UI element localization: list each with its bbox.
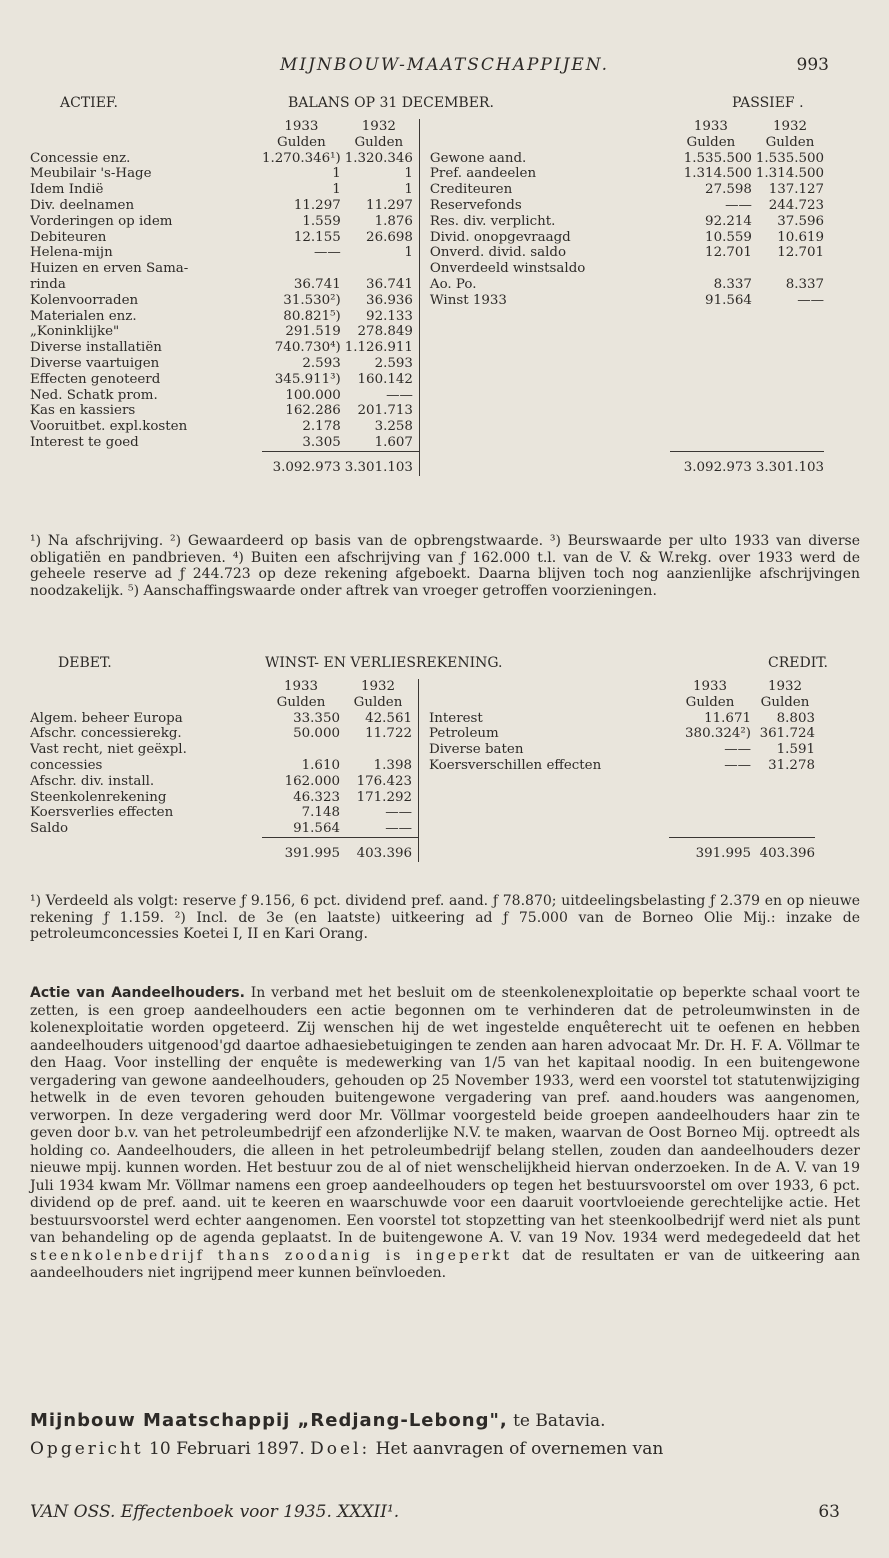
blank xyxy=(670,324,756,340)
table-row xyxy=(30,309,824,325)
row-label: Ao. Po. xyxy=(429,276,477,292)
total-1933: 3.092.973 xyxy=(670,451,756,475)
value-1932: 1.591 xyxy=(776,742,815,758)
table-row xyxy=(30,356,824,372)
value-1932: 1.126.911 xyxy=(344,340,413,356)
balance-table xyxy=(30,119,824,476)
table-row xyxy=(30,435,824,451)
value-1933: 2.178 xyxy=(302,419,341,435)
blank xyxy=(670,435,756,451)
value-1932: 36.936 xyxy=(366,292,413,308)
value-1932: 1 xyxy=(404,166,413,182)
value-1933: 162.286 xyxy=(285,403,341,419)
table-row xyxy=(30,340,824,356)
actie-tail: dat de resultaten er van de uitkeering aan aandeelhouders niet ingrijpend meer kunnen beïnvloeden. xyxy=(30,1247,860,1281)
actie-text: In verband met het besluit om de steenkolenexploitatie op beperkte schaal voort te zetten, is een groep aandeelhouders een actie begonnen om te verhinderen dat de petroleumwinsten in de kolenexploitatie worden opgeteerd. Zij wenschen hij de wet ingestelde enquêterecht uit te oefenen en hebben aandeelhouders uitgenood'gd daartoe adhaesiebetuigingen te zenden aan haren advocaat Mr. Dr. H. F. A. Völlmar te den Haag. Voor instelling der enquête is medewerking van 1/5 van het kapitaal noodig. In een buitengewone vergadering van gewone aandeelhouders, gehouden op 25 November 1933, werd een voorstel tot statutenwijziging hetwelk in de even tevoren gehouden buitengewone vergadering van pref. aand.houders was aangenomen, verworpen. In deze vergadering werd door Mr. Völlmar voorgesteld beide groepen aandeelhouders haar zin te geven door b.v. van het petroleumbedrijf een afzonderlijke N.V. te maken, waarvan de Oost Borneo Mij. optreedt als holding co. Aandeelhouders, die alleen in het petroleumbedrijf belang stellen, zouden dan aandeelhouders dezer nieuwe mpij. kunnen worden. Het bestuur zou de al of niet wenschelijkheid hiervan onderzoeken. In de A. V. van 19 Juli 1934 kwam Mr. Völlmar namens een groep aandeelhouders op tegen het bestuursvoorstel om over 1933, 6 pct. dividend op de pref. aand. uit te keeren en waarschuwde voor een daaruit voortvloeiende gerechtelijke actie. Het bestuursvoorstel werd echter aangenomen. Een voorstel tot stopzetting van het steenkoolbedrijf werd niet als punt van behandeling op de agenda geplaatst. In de buitengewone A. V. van 19 Nov. 1934 werd medegedeeld dat het xyxy=(30,985,861,1246)
value-1933: 27.598 xyxy=(705,182,752,198)
value-1932: 137.127 xyxy=(768,182,825,198)
blank xyxy=(756,419,824,435)
total-1932: 3.301.103 xyxy=(756,451,824,475)
actie-spaced: steenkolenbedrijf thans zoodanig is ingeperkt xyxy=(30,1247,512,1264)
row-label: Diverse vaartuigen xyxy=(30,355,160,371)
row-label: Kas en kassiers xyxy=(30,403,136,419)
row-label: Diverse baten xyxy=(429,742,524,758)
value-1932: 1 xyxy=(404,182,413,198)
blank xyxy=(30,119,262,135)
blank xyxy=(424,388,670,404)
row-label: Effecten genoteerd xyxy=(30,371,161,387)
running-title: MIJNBOUW-MAATSCHAPPIJEN. xyxy=(280,55,609,75)
table-row xyxy=(30,790,815,806)
row-label: Saldo xyxy=(30,821,69,837)
pl-table xyxy=(30,679,815,862)
table-row xyxy=(30,277,824,293)
row-label: Debiteuren xyxy=(30,229,107,245)
balance-sheet xyxy=(30,95,860,476)
table-row xyxy=(30,324,824,340)
blank xyxy=(755,790,815,806)
value-1933: 345.911³) xyxy=(274,371,341,387)
total-1933: 3.092.973 xyxy=(262,451,345,475)
totals-row xyxy=(30,837,815,861)
blank xyxy=(30,695,262,711)
year-1932: 1932 xyxy=(360,679,396,694)
blank xyxy=(669,805,755,821)
value-1933: —— xyxy=(724,757,751,773)
value-1933: 36.741 xyxy=(293,276,341,292)
table-row xyxy=(30,388,824,404)
value-1932: 12.701 xyxy=(777,245,825,261)
value-1932: 171.292 xyxy=(356,789,412,805)
unit-label: Gulden xyxy=(765,134,815,150)
value-1932: 1.314.500 xyxy=(755,166,825,182)
blank xyxy=(424,119,670,135)
row-label: Vorderingen op idem xyxy=(30,213,173,229)
row-label: Kolenvoorraden xyxy=(30,292,139,308)
value-1932: —— xyxy=(385,805,412,821)
blank xyxy=(424,356,670,372)
credit-heading: CREDIT. xyxy=(768,655,828,671)
row-label: concessies xyxy=(30,757,103,773)
value-1932: 10.619 xyxy=(777,229,825,245)
unit-label: Gulden xyxy=(760,694,810,710)
row-label: Petroleum xyxy=(429,726,499,742)
table-row xyxy=(30,166,824,182)
blank xyxy=(669,821,755,837)
blank xyxy=(669,790,755,806)
year-1933: 1933 xyxy=(692,679,728,694)
actief-heading: ACTIEF. xyxy=(60,95,118,111)
balance-title: BALANS OP 31 DECEMBER. xyxy=(288,95,494,111)
value-1932 xyxy=(345,261,420,277)
value-1933: 100.000 xyxy=(285,387,341,403)
value-1932: —— xyxy=(386,387,413,403)
balance-heads xyxy=(30,95,860,119)
blank xyxy=(423,821,669,837)
running-header xyxy=(0,55,889,85)
blank xyxy=(424,324,670,340)
value-1933: 10.559 xyxy=(705,229,752,245)
row-label: Afschr. concessierekg. xyxy=(30,726,182,742)
blank xyxy=(424,309,670,325)
table-row xyxy=(30,805,815,821)
blank xyxy=(424,340,670,356)
value-1933: 1.270.346¹) xyxy=(262,150,341,166)
value-1933: 12.701 xyxy=(705,245,752,261)
value-1932: 244.723 xyxy=(768,197,825,213)
unit-label: Gulden xyxy=(685,694,735,710)
value-1933: 3.305 xyxy=(302,434,341,450)
table-row xyxy=(30,711,815,727)
value-1933: 80.821⁵) xyxy=(283,308,341,324)
value-1932: 176.423 xyxy=(356,773,412,789)
row-label: Idem Indië xyxy=(30,182,104,198)
value-1933: 740.730⁴) xyxy=(274,340,341,356)
value-1933: 91.564 xyxy=(293,821,340,837)
value-1933: 92.214 xyxy=(705,213,752,229)
value-1932: 11.722 xyxy=(365,726,412,742)
page-number: 993 xyxy=(796,55,829,75)
actie-paragraph xyxy=(30,985,860,1283)
value-1932: 361.724 xyxy=(759,726,815,742)
row-label: Koersverschillen effecten xyxy=(429,757,602,773)
pl-heads xyxy=(30,655,860,679)
table-row xyxy=(30,198,824,214)
value-1932: —— xyxy=(797,292,825,308)
table-row xyxy=(30,182,824,198)
balance-notes: ¹) Na afschrijving. ²) Gewaardeerd op basis van de opbrengstwaarde. ³) Beurswaarde per ulto 1933 van diverse obligatiën en pandbrieven. ⁴) Buiten een afschrijving van ƒ 162.000 t.l. van de V. & W.rekg. over 1933 werd de geheele reserve ad ƒ 244.723 op deze rekening afgeboekt. Daarna blijven toch nog aanzienlijke afschrijvingen noodzakelijk. ⁵) Aanschaffingswaarde onder aftrek van vroeger getroffen voorzieningen. xyxy=(30,533,860,599)
unit-label: Gulden xyxy=(354,134,404,150)
value-1933: 33.350 xyxy=(293,710,340,726)
value-1932 xyxy=(344,742,419,758)
value-1933: 1.610 xyxy=(301,757,340,773)
row-label: „Koninklijke" xyxy=(30,324,120,340)
value-1932: 1.607 xyxy=(374,434,413,450)
blank xyxy=(424,372,670,388)
table-row xyxy=(30,726,815,742)
doel-value: Het aanvragen of overnemen van xyxy=(375,1439,664,1459)
blank xyxy=(670,309,756,325)
row-label: Winst 1933 xyxy=(429,292,507,308)
blank xyxy=(30,451,262,475)
row-label: Ned. Schatk prom. xyxy=(30,387,158,403)
blank xyxy=(30,679,262,695)
row-label: Meubilair 's-Hage xyxy=(30,166,152,182)
blank xyxy=(30,135,262,151)
blank xyxy=(755,774,815,790)
row-label: Div. deelnamen xyxy=(30,197,135,213)
value-1933 xyxy=(262,261,345,277)
blank xyxy=(756,388,824,404)
totals-row xyxy=(30,451,824,475)
blank xyxy=(423,790,669,806)
value-1932: 42.561 xyxy=(365,710,412,726)
value-1932: 2.593 xyxy=(374,355,413,371)
row-label: Onverd. divid. saldo xyxy=(429,245,567,261)
debet-heading: DEBET. xyxy=(58,655,112,671)
blank xyxy=(756,324,824,340)
row-label: Divid. onopgevraagd xyxy=(429,229,571,245)
blank xyxy=(423,679,669,695)
blank xyxy=(30,837,262,861)
year-1933: 1933 xyxy=(283,679,319,694)
value-1933: 1 xyxy=(332,182,341,198)
total-1933: 391.995 xyxy=(262,837,344,861)
value-1932: —— xyxy=(385,821,412,837)
table-row xyxy=(30,245,824,261)
table-row xyxy=(30,419,824,435)
opgericht-label: Opgericht xyxy=(30,1439,144,1459)
blank xyxy=(424,419,670,435)
table-row xyxy=(30,261,824,277)
blank xyxy=(423,774,669,790)
table-row xyxy=(30,151,824,167)
blank xyxy=(756,435,824,451)
value-1933: 2.593 xyxy=(302,355,341,371)
value-1932: 1.320.346 xyxy=(344,150,413,166)
value-1933: 291.519 xyxy=(285,324,341,340)
blank xyxy=(670,419,756,435)
blank xyxy=(755,805,815,821)
value-1932: 8.337 xyxy=(785,276,825,292)
row-label: Res. div. verplicht. xyxy=(429,213,556,229)
value-1932: 1 xyxy=(404,245,413,261)
unit-label: Gulden xyxy=(277,134,326,150)
value-1932: 8.803 xyxy=(776,710,815,726)
row-label: Steenkolenrekening xyxy=(30,789,167,805)
blank xyxy=(670,340,756,356)
value-1933: 7.148 xyxy=(301,805,340,821)
row-label: rinda xyxy=(30,276,66,292)
table-row xyxy=(30,821,815,837)
value-1933: 1.535.500 xyxy=(683,150,752,166)
total-1932: 403.396 xyxy=(344,837,419,861)
blank xyxy=(423,695,669,711)
pl-title: WINST- EN VERLIESREKENING. xyxy=(265,655,503,671)
opgericht-value: 10 Februari 1897. xyxy=(149,1439,305,1459)
blank xyxy=(423,837,669,861)
value-1932 xyxy=(756,261,824,277)
blank xyxy=(756,309,824,325)
blank xyxy=(669,774,755,790)
value-1933: 8.337 xyxy=(713,276,752,292)
row-label: Crediteuren xyxy=(429,182,513,198)
row-label: Diverse installatiën xyxy=(30,340,162,356)
row-label: Concessie enz. xyxy=(30,150,131,166)
row-label: Interest xyxy=(429,710,483,726)
unit-label: Gulden xyxy=(686,134,736,150)
value-1933: 11.671 xyxy=(704,710,751,726)
year-1932: 1932 xyxy=(361,119,396,134)
value-1933: 1.559 xyxy=(302,213,341,229)
blank xyxy=(670,372,756,388)
value-1933: —— xyxy=(313,245,341,261)
value-1933: 1.314.500 xyxy=(683,166,752,182)
unit-row xyxy=(30,695,815,711)
value-1933: 91.564 xyxy=(705,292,752,308)
table-row xyxy=(30,214,824,230)
blank xyxy=(424,435,670,451)
row-label: Algem. beheer Europa xyxy=(30,710,183,726)
blank xyxy=(756,340,824,356)
value-1932: 31.278 xyxy=(768,757,815,773)
table-row xyxy=(30,293,824,309)
value-1932: 1.876 xyxy=(374,213,413,229)
table-row xyxy=(30,774,815,790)
value-1933: 380.324²) xyxy=(685,726,751,742)
footer-page-number: 63 xyxy=(818,1502,840,1522)
value-1932: 37.596 xyxy=(777,213,825,229)
row-label: Afschr. div. install. xyxy=(30,773,155,789)
actie-heading: Actie van Aandeelhouders. xyxy=(30,985,245,1001)
blank xyxy=(756,403,824,419)
value-1932: 1.535.500 xyxy=(755,150,825,166)
year-1932: 1932 xyxy=(767,679,803,694)
company-entry xyxy=(30,1407,862,1463)
blank xyxy=(670,356,756,372)
value-1933: 31.530²) xyxy=(283,292,341,308)
value-1932: 11.297 xyxy=(366,197,413,213)
company-place: te Batavia. xyxy=(513,1411,606,1431)
value-1933: —— xyxy=(724,742,751,758)
table-row xyxy=(30,758,815,774)
footer-source: VAN OSS. Effectenboek voor 1935. XXXII¹. xyxy=(30,1502,400,1522)
year-1932: 1932 xyxy=(772,119,808,134)
blank xyxy=(670,403,756,419)
table-row xyxy=(30,230,824,246)
value-1932: 36.741 xyxy=(366,276,413,292)
row-label: Vooruitbet. expl.kosten xyxy=(30,419,188,435)
row-label: Onverdeeld winstsaldo xyxy=(429,261,586,277)
value-1932: 3.258 xyxy=(374,419,413,435)
row-label: Huizen en erven Sama- xyxy=(30,261,189,277)
value-1933: 1 xyxy=(332,166,341,182)
row-label: Pref. aandeelen xyxy=(429,166,537,182)
blank xyxy=(423,805,669,821)
year-1933: 1933 xyxy=(284,119,319,134)
table-row xyxy=(30,372,824,388)
value-1932: 201.713 xyxy=(357,403,413,419)
value-1933: 12.155 xyxy=(293,229,341,245)
total-1932: 3.301.103 xyxy=(345,451,420,475)
row-label: Materialen enz. xyxy=(30,308,137,324)
total-1933: 391.995 xyxy=(669,837,755,861)
year-row xyxy=(30,679,815,695)
blank xyxy=(670,388,756,404)
table-row xyxy=(30,742,815,758)
blank xyxy=(424,403,670,419)
pl-notes: ¹) Verdeeld als volgt: reserve ƒ 9.156, 6 pct. dividend pref. aand. ƒ 78.870; uitdeelingsbelasting ƒ 2.379 en op nieuwe rekening ƒ 1.159. ²) Incl. de 3e (en laatste) uitkeering ad ƒ 75.000 van de Borneo Olie Mij.: inzake de petroleumconcessies Koetei I, II en Kari Orang. xyxy=(30,893,860,942)
value-1933: —— xyxy=(725,197,752,213)
value-1933: 11.297 xyxy=(293,197,341,213)
unit-label: Gulden xyxy=(353,694,403,710)
blank xyxy=(755,821,815,837)
total-1932: 403.396 xyxy=(755,837,815,861)
unit-label: Gulden xyxy=(276,694,326,710)
blank xyxy=(756,372,824,388)
page-footer xyxy=(30,1502,860,1522)
value-1932: 1.398 xyxy=(373,757,412,773)
value-1932: 160.142 xyxy=(357,371,413,387)
row-label: Koersverlies effecten xyxy=(30,805,174,821)
value-1933: 162.000 xyxy=(284,773,340,789)
row-label: Vast recht, niet geëxpl. xyxy=(30,742,187,758)
doel-label: Doel: xyxy=(310,1439,371,1459)
row-label: Helena-mijn xyxy=(30,245,113,261)
passief-heading: PASSIEF . xyxy=(732,95,804,111)
value-1933 xyxy=(670,261,756,277)
company-name: Mijnbouw Maatschappij „Redjang-Lebong", xyxy=(30,1410,508,1431)
table-row xyxy=(30,403,824,419)
year-row xyxy=(30,119,824,135)
value-1932: 26.698 xyxy=(366,229,413,245)
blank xyxy=(756,356,824,372)
value-1933 xyxy=(262,742,344,758)
blank xyxy=(424,135,670,151)
value-1933: 50.000 xyxy=(293,726,340,742)
value-1932: 92.133 xyxy=(366,308,413,324)
year-1933: 1933 xyxy=(693,119,728,134)
value-1932: 278.849 xyxy=(357,324,413,340)
row-label: Interest te goed xyxy=(30,434,139,450)
row-label: Gewone aand. xyxy=(429,150,527,166)
profit-loss xyxy=(30,655,860,862)
row-label: Reservefonds xyxy=(429,197,522,213)
blank xyxy=(424,451,670,475)
unit-row xyxy=(30,135,824,151)
value-1933: 46.323 xyxy=(293,789,340,805)
